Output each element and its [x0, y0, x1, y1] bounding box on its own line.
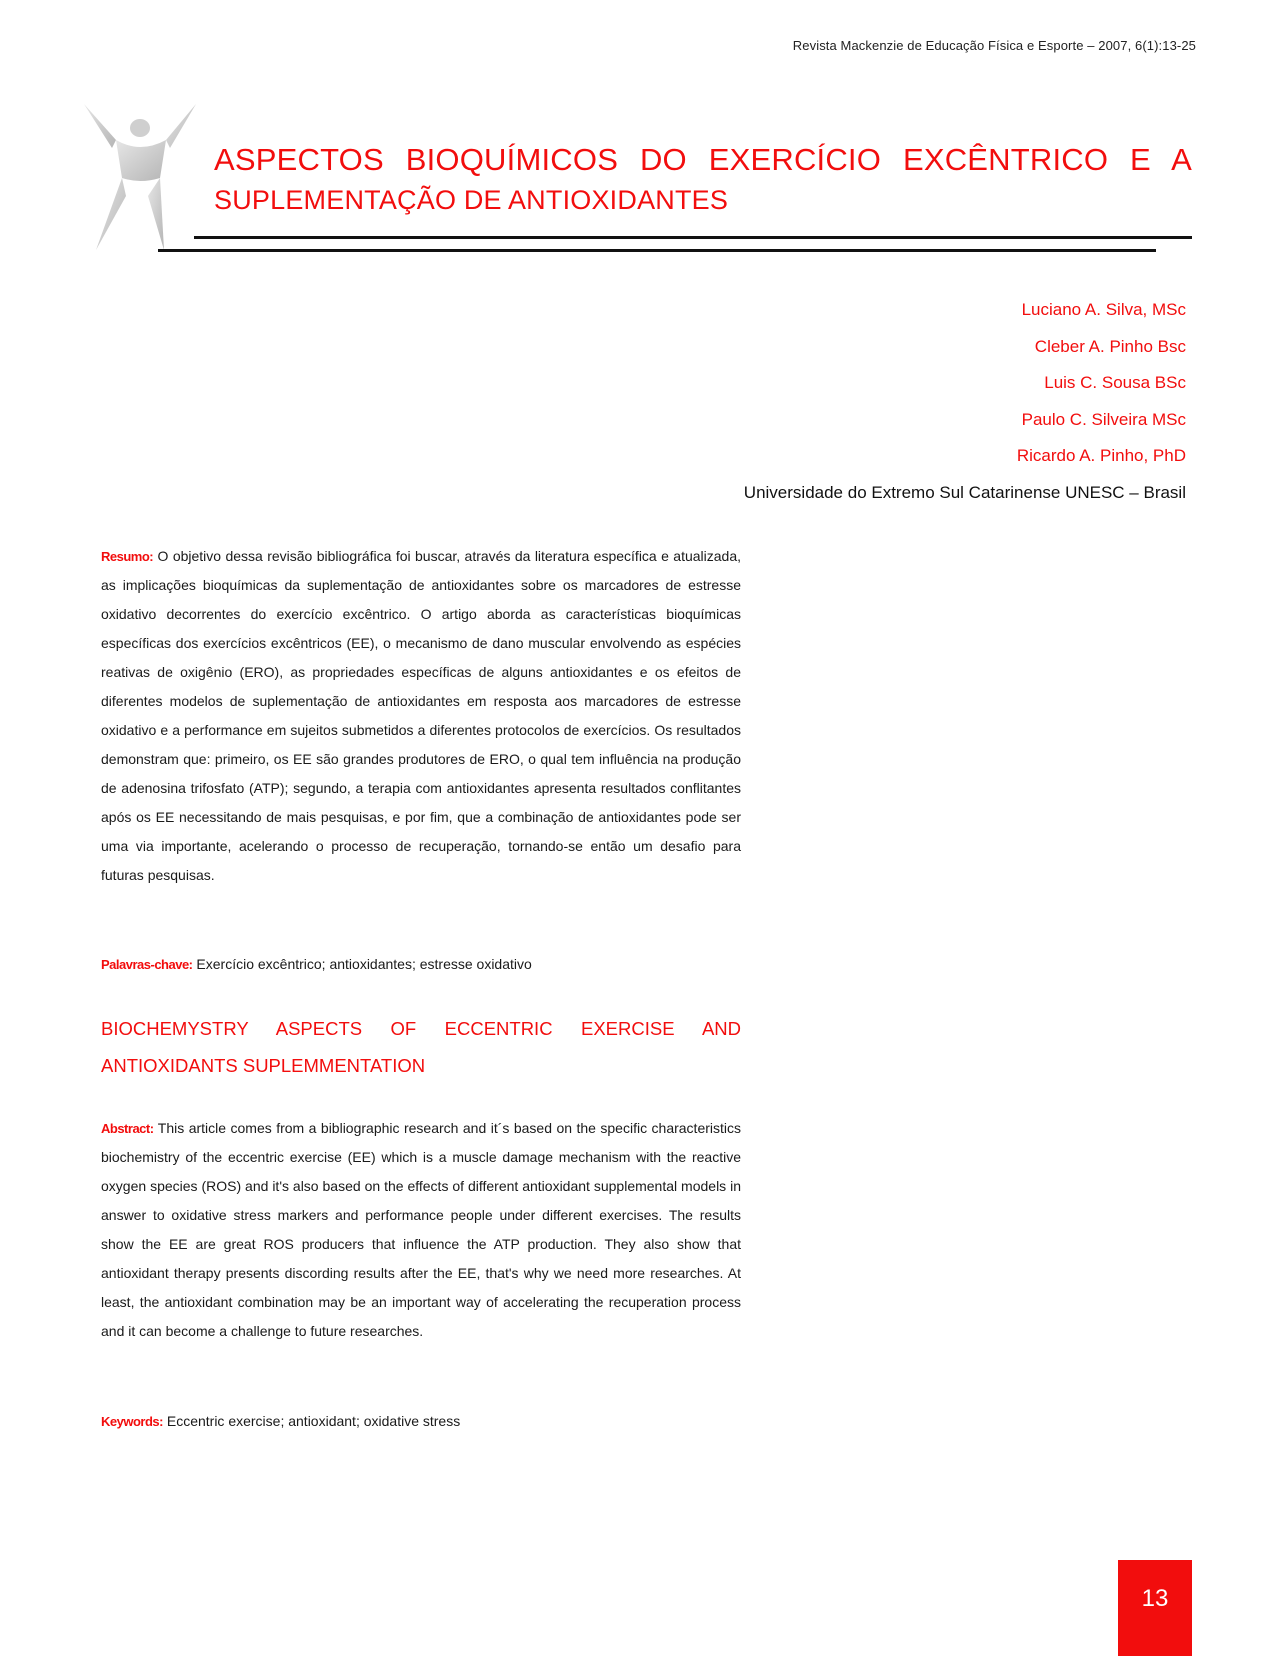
article-title-line-2: SUPLEMENTAÇÃO DE ANTIOXIDANTES — [214, 185, 729, 215]
jumping-figure-logo-icon — [82, 100, 198, 252]
resumo-text: O objetivo dessa revisão bibliográfica foi buscar, através da literatura específica e atualizada, as implicações bioquímicas da suplementação de antioxidantes sobre os marcadores de estresse oxidativo decorrentes do exercício excêntrico. O artigo aborda as características bioquímicas específicas dos exercícios excêntricos (EE), o mecanismo de dano muscular envolvendo as espécies reativas de oxigênio (ERO), as propriedades específicas de alguns antioxidantes e os efeitos de diferentes modelos de suplementação de antioxidantes em resposta aos marcadores de estresse oxidativo e a performance em sujeitos submetidos a diferentes protocolos de exercícios. Os resultados demonstram que: primeiro, os EE são grandes produtores de ERO, o qual tem influência na produção de adenosina trifosfato (ATP); segundo, a terapia com antioxidantes apresenta resultados conflitantes após os EE necessitando de mais pesquisas, e por fim, que a combinação de antioxidantes pode ser uma via importante, acelerando o processo de recuperação, tornando-se então um desafio para futuras pesquisas. — [101, 548, 742, 883]
keywords-label: Keywords: — [101, 1414, 163, 1429]
abstract-text: This article comes from a bibliographic research and it´s based on the specific characteristics biochemistry of the eccentric exercise (EE) which is a muscle damage mechanism with the reactive oxygen species (ROS) and it's also based on the effects of different antioxidant supplemental models in answer to oxidative stress markers and performance people under different exercises. The results show the EE are great ROS producers that influence the ATP production. They also show that antioxidant therapy presents discording results after the EE, that's why we need more researches. At least, the antioxidant combination may be an important way of accelerating the recuperation process and it can become a challenge to future researches. — [101, 1120, 742, 1339]
resumo-paragraph — [101, 542, 741, 890]
english-title — [101, 1010, 741, 1084]
keywords-paragraph — [101, 1407, 741, 1436]
article-title-line-1: ASPECTOS BIOQUÍMICOS DO EXERCÍCIO EXCÊNTRICO E A — [214, 142, 1192, 177]
author-name: Luciano A. Silva, MSc — [1021, 300, 1186, 319]
palavras-chave-paragraph — [101, 950, 741, 979]
keywords-text: Eccentric exercise; antioxidant; oxidative stress — [166, 1413, 461, 1429]
author-name: Paulo C. Silveira MSc — [1021, 409, 1186, 429]
english-title-line-2: ANTIOXIDANTS SUPLEMMENTATION — [101, 1055, 426, 1076]
author-block — [744, 292, 1186, 511]
resumo-label: Resumo: — [101, 549, 154, 564]
abstract-label: Abstract: — [101, 1121, 154, 1136]
author-name: Cleber A. Pinho Bsc — [1034, 336, 1186, 356]
palavras-chave-text: Exercício excêntrico; antioxidantes; estresse oxidativo — [196, 956, 532, 972]
title-rule-bottom — [158, 249, 1156, 252]
author-name: Ricardo A. Pinho, PhD — [1016, 446, 1186, 465]
author-name: Luis C. Sousa BSc — [1044, 373, 1186, 392]
palavras-chave-label: Palavras-chave: — [101, 957, 193, 972]
affiliation: Universidade do Extremo Sul Catarinense UNESC – Brasil — [743, 482, 1186, 502]
title-rule-top — [194, 236, 1192, 239]
english-title-line-1: BIOCHEMYSTRY ASPECTS OF ECCENTRIC EXERCISE AND — [101, 1018, 741, 1039]
abstract-paragraph — [101, 1114, 741, 1346]
page-number: 13 — [1118, 1560, 1192, 1656]
running-head: Revista Mackenzie de Educação Física e Esporte – 2007, 6(1):13-25 — [792, 38, 1196, 53]
article-title — [214, 140, 1192, 220]
